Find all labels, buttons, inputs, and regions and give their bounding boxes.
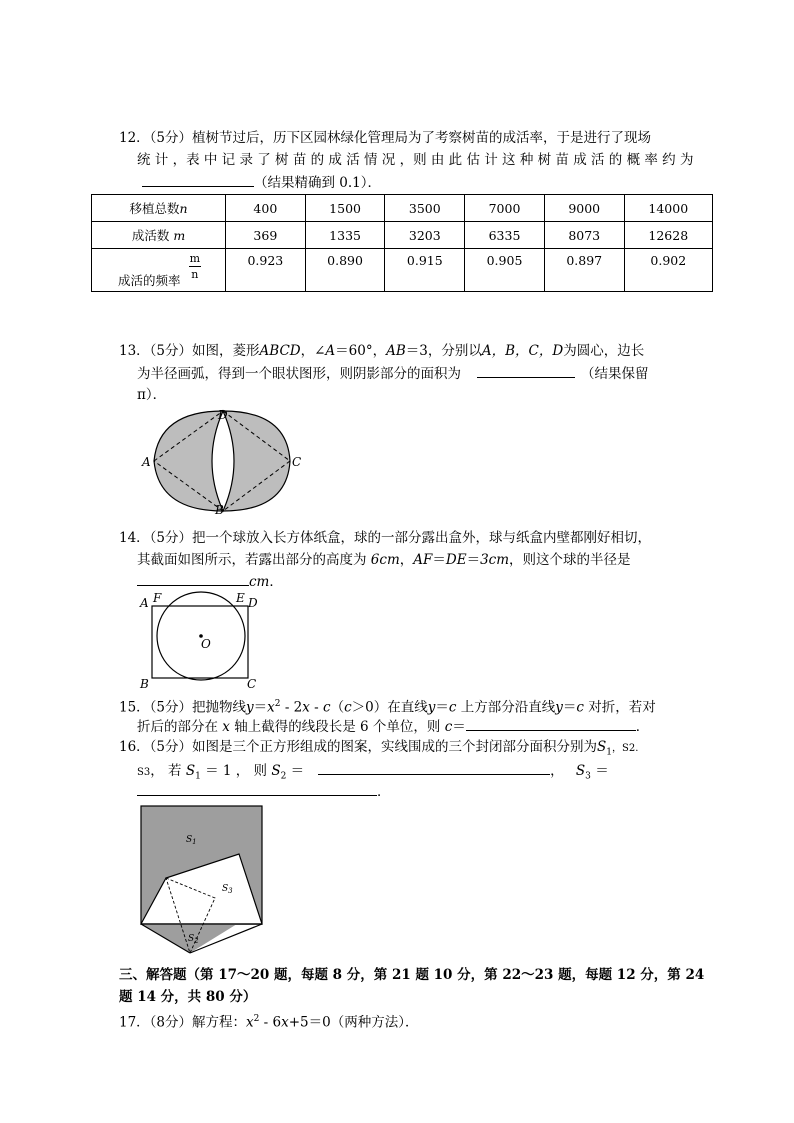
section-3-heading: 三、解答题（第 17～20 题，每题 8 分，第 21 题 10 分，第 22～23 题，每题 12 分，第 24 bbox=[119, 967, 705, 983]
label-b: B bbox=[215, 503, 224, 515]
q13-line2: 为半径画弧，得到一个眼状图形，则阴影部分的面积为 （结果保留 bbox=[137, 363, 649, 384]
table-cell: 0.923 bbox=[226, 249, 306, 292]
fraction-m-over-n: $\frac{m}{n}$ bbox=[189, 252, 200, 281]
table-cell: 1500 bbox=[305, 195, 385, 222]
label-s1: $S_1$ bbox=[186, 835, 197, 846]
q15-line1: 15．（5分）把抛物线$y=x^2 - 2x - c(c>0)$在直线y＝c 上方部分沿直线y＝c 对折，若对 bbox=[119, 699, 656, 716]
q17-line1: 17．（8分）解方程：$x^2 - 6x+5=0$（两种方法）． bbox=[119, 1014, 419, 1031]
table-cell: 369 bbox=[226, 222, 306, 249]
label-c: C bbox=[247, 677, 257, 690]
q16-s2-answer-blank[interactable] bbox=[318, 760, 550, 775]
table-row-header: 成活数 m bbox=[92, 222, 226, 249]
q16-line3: ． bbox=[137, 781, 391, 802]
three-squares-figure bbox=[140, 805, 270, 955]
table-cell: 1335 bbox=[305, 222, 385, 249]
table-cell: 0.902 bbox=[624, 249, 712, 292]
table-row-header: 移植总数n bbox=[92, 195, 226, 222]
table-cell: 400 bbox=[226, 195, 306, 222]
table-cell: 0.897 bbox=[544, 249, 624, 292]
label-c: C bbox=[292, 455, 302, 469]
q12-answer-blank[interactable] bbox=[142, 172, 254, 187]
q14-answer-blank[interactable] bbox=[137, 571, 249, 586]
table-row-header: $\frac{m}{n}$ 成活的频率 bbox=[92, 249, 226, 292]
q12-line2: 统 计 ，表 中 记 录 了 树 苗 的 成 活 情 况 ，则 由 此 估 计 这 种 树 苗 成 活 的 概 率 约 为 bbox=[137, 152, 694, 168]
label-a: A bbox=[142, 455, 151, 469]
q16-line2: S3， 若 $S_1 = 1$ ， 则 $S_2$ ＝ ， $S_3$ ＝ bbox=[137, 760, 609, 787]
section-3-heading-line2: 题 14 分，共 80 分） bbox=[119, 989, 257, 1005]
q14-line2: 其截面如图所示，若露出部分的高度为 6cm，AF＝DE＝3cm，则这个球的半径是 bbox=[137, 552, 631, 568]
q16-s3-answer-blank[interactable] bbox=[137, 781, 377, 796]
table-row bbox=[92, 222, 713, 249]
table-cell: 9000 bbox=[544, 195, 624, 222]
label-b: B bbox=[140, 677, 149, 690]
table-row bbox=[92, 249, 713, 292]
q13-answer-blank[interactable] bbox=[477, 363, 575, 378]
table-cell: 0.905 bbox=[465, 249, 545, 292]
q13-line1: 13．（5分）如图，菱形ABCD，∠A＝60°，AB＝3，分别以A，B，C，D为圆心，边长 bbox=[119, 343, 645, 359]
table-cell: 7000 bbox=[465, 195, 545, 222]
label-e: E bbox=[236, 591, 245, 605]
label-s3: $S_3$ bbox=[222, 884, 233, 895]
table-cell: 3203 bbox=[385, 222, 465, 249]
q15-line2: 折后的部分在 x 轴上截得的线段长是 6 个单位，则 c＝ ． bbox=[137, 716, 649, 737]
table-cell: 6335 bbox=[465, 222, 545, 249]
table-row bbox=[92, 195, 713, 222]
label-s2: $S_2$ bbox=[188, 934, 199, 945]
table-cell: 0.915 bbox=[385, 249, 465, 292]
table-cell: 8073 bbox=[544, 222, 624, 249]
q12-line1: 12．（5分）植树节过后，历下区园林绿化管理局为了考察树苗的成活率，于是进行了现场 bbox=[119, 130, 652, 146]
label-a: A bbox=[140, 596, 149, 610]
q15-answer-blank[interactable] bbox=[466, 716, 636, 731]
q12-line3: （结果精确到 0.1）． bbox=[142, 172, 381, 193]
eye-figure bbox=[135, 405, 315, 515]
q16-line1: 16．（5分）如图是三个正方形组成的图案，实线围成的三个封闭部分面积分别为$S_1$，S2. bbox=[119, 739, 639, 758]
label-d: D bbox=[248, 596, 258, 610]
seedling-survival-table bbox=[91, 194, 713, 292]
table-cell: 0.890 bbox=[305, 249, 385, 292]
label-o: O bbox=[201, 637, 211, 651]
label-d: D bbox=[218, 408, 228, 422]
q14-line3: cm． bbox=[137, 571, 283, 592]
q14-line1: 14．（5分）把一个球放入长方体纸盒，球的一部分露出盒外，球与纸盒内壁都刚好相切， bbox=[119, 530, 652, 546]
q13-line3: π）． bbox=[137, 387, 167, 403]
table-cell: 12628 bbox=[624, 222, 712, 249]
sphere-box-figure bbox=[135, 590, 265, 690]
table-cell: 14000 bbox=[624, 195, 712, 222]
table-cell: 3500 bbox=[385, 195, 465, 222]
label-f: F bbox=[153, 591, 162, 605]
